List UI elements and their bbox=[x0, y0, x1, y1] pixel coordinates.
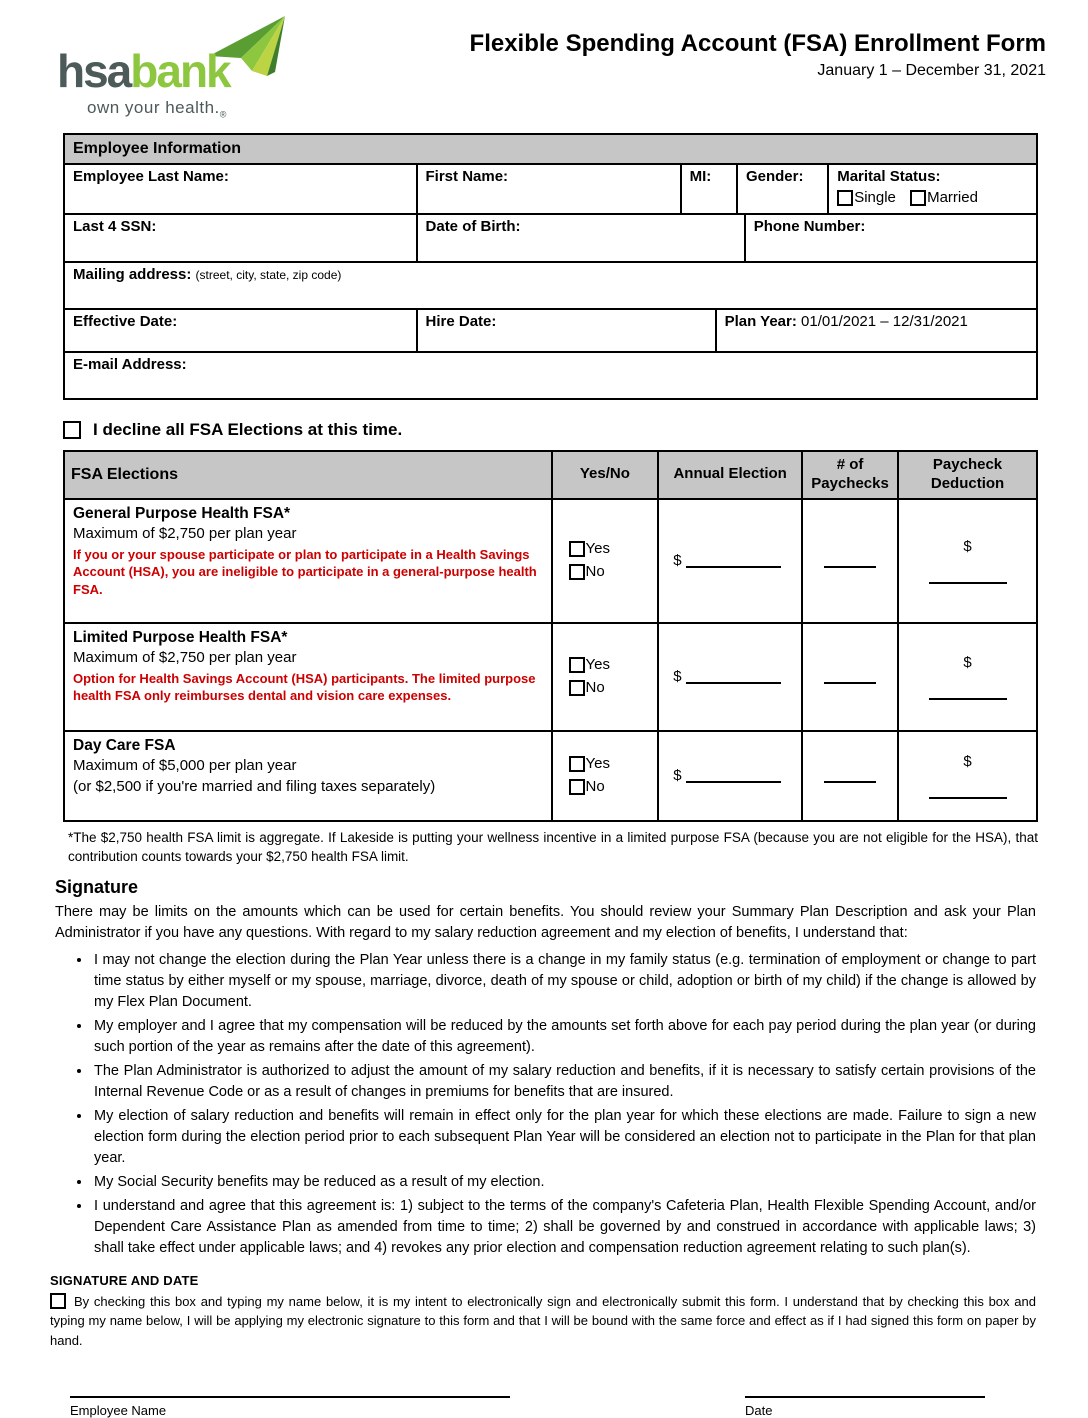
general-fsa-title: General Purpose Health FSA* bbox=[73, 504, 291, 522]
signature-and-date-heading: SIGNATURE AND DATE bbox=[50, 1272, 199, 1288]
limited-fsa-annual-election-cell bbox=[657, 624, 801, 730]
employee-name-slot bbox=[70, 1396, 510, 1418]
phone-label: Phone Number: bbox=[753, 218, 866, 235]
no-label: No bbox=[585, 562, 605, 580]
last-name-label: Employee Last Name: bbox=[73, 168, 229, 185]
married-label: Married bbox=[927, 189, 978, 206]
daycare-fsa-num-paychecks-cell bbox=[801, 732, 897, 820]
ssn-label: Last 4 SSN: bbox=[73, 218, 157, 235]
daycare-fsa-title: Day Care FSA bbox=[73, 736, 176, 754]
limited-fsa-annual-election-blank[interactable] bbox=[686, 669, 781, 684]
general-fsa-yesno-cell bbox=[551, 500, 658, 622]
esign-consent-text: By checking this box and typing my name below, it is my intent to electronically sign and electronically submit this form. I understand that by checking this box and typing my name below, I will be applying my electronic signature to this form and that I will be bound with the same force and effect as if I had signed this form on paper by hand. bbox=[50, 1293, 1036, 1348]
col-header-fsa-elections: FSA Elections bbox=[71, 465, 178, 483]
dollar-sign: $ bbox=[673, 552, 682, 569]
mailing-address-field[interactable] bbox=[65, 263, 1036, 308]
effective-date-field[interactable] bbox=[65, 310, 416, 351]
daycare-fsa-deduction-blank[interactable] bbox=[929, 784, 1007, 799]
mi-label: MI: bbox=[689, 168, 712, 185]
limited-fsa-yes-checkbox[interactable] bbox=[569, 657, 585, 673]
list-item: • The Plan Administrator is authorized to adjust the amount of my salary reduction and benefits, if it is necessary to satisfy certain provisions of the Internal Revenue Code or as a result of changes in premiums for benefits that are insured. bbox=[92, 1061, 1036, 1103]
general-fsa-num-paychecks-blank[interactable] bbox=[824, 553, 876, 568]
page-header bbox=[0, 0, 1088, 120]
list-item: • I understand and agree that this agreement is: 1) subject to the terms of the company's Cafeteria Plan, Health Flexible Spending Account, and/or Dependent Care Assistance Plan as amended from time to time; 2) shall be governed by and construed in accordance with applicable laws; 3) shall take effect under applicable laws; and 4) revokes any prior election and compensation reduction agreement relating to such plan(s). bbox=[92, 1196, 1036, 1259]
dollar-sign: $ bbox=[673, 767, 682, 784]
signature-heading: Signature bbox=[55, 876, 139, 897]
daycare-fsa-num-paychecks-blank[interactable] bbox=[824, 768, 876, 783]
daycare-fsa-annual-election-cell bbox=[657, 732, 801, 820]
dob-label: Date of Birth: bbox=[425, 218, 521, 235]
dollar-sign: $ bbox=[963, 537, 972, 555]
marital-status-label: Marital Status: bbox=[837, 168, 941, 185]
daycare-fsa-maximum: Maximum of $5,000 per plan year bbox=[73, 757, 297, 775]
registered-mark: ® bbox=[219, 109, 227, 120]
limited-fsa-deduction-blank[interactable] bbox=[929, 685, 1007, 700]
logo-hsa-text: hsa bbox=[57, 45, 131, 97]
signature-intro: There may be limits on the amounts which can be used for certain benefits. You should review your Summary Plan Description and ask your Plan Administrator if you have any questions. With regard to my salary reduction agreement and my election of benefits, I understand that: bbox=[55, 903, 1036, 941]
date-signature-line[interactable] bbox=[745, 1396, 985, 1398]
limited-fsa-num-paychecks-cell bbox=[801, 624, 897, 730]
list-item: • My Social Security benefits may be reduced as a result of my election. bbox=[92, 1172, 1036, 1193]
marital-status-field bbox=[827, 165, 1036, 213]
plan-period-subtitle: January 1 – December 31, 2021 bbox=[817, 61, 1046, 79]
first-name-label: First Name: bbox=[425, 168, 509, 185]
limited-fsa-description bbox=[65, 624, 551, 730]
limited-fsa-title: Limited Purpose Health FSA* bbox=[73, 628, 288, 646]
employee-info-row-1 bbox=[65, 163, 1036, 213]
table-row-general-purpose-fsa bbox=[65, 498, 1036, 622]
limited-fsa-deduction-cell bbox=[897, 624, 1036, 730]
general-fsa-warning: If you or your spouse participate or plan to participate in a Health Savings Account (HSA), you are ineligible to participate in a general-purpose health FSA. bbox=[73, 546, 537, 597]
single-checkbox[interactable] bbox=[837, 190, 853, 206]
yes-label: Yes bbox=[585, 540, 610, 557]
date-label: Date bbox=[745, 1403, 773, 1418]
general-fsa-description bbox=[65, 500, 551, 622]
employee-information-header: Employee Information bbox=[65, 135, 1036, 163]
employee-info-row-4 bbox=[65, 308, 1036, 351]
col-header-annual-election: Annual Election bbox=[657, 452, 801, 498]
daycare-fsa-yesno-cell bbox=[551, 732, 658, 820]
aggregate-limit-footnote: *The $2,750 health FSA limit is aggregate. If Lakeside is putting your wellness incentive in a limited purpose FSA (because you are not eligible for the HSA), that contribution counts towards your $2,750 health FSA limit. bbox=[68, 829, 1038, 865]
gender-field[interactable] bbox=[736, 165, 827, 213]
daycare-fsa-no-checkbox[interactable] bbox=[569, 779, 585, 795]
date-slot bbox=[745, 1396, 985, 1418]
col-header-yes-no: Yes/No bbox=[551, 452, 658, 498]
general-fsa-num-paychecks-cell bbox=[801, 500, 897, 622]
dollar-sign: $ bbox=[963, 752, 972, 770]
table-row-limited-purpose-fsa bbox=[65, 622, 1036, 730]
limited-fsa-yesno-cell bbox=[551, 624, 658, 730]
hsabank-logo bbox=[55, 20, 315, 120]
ssn-field[interactable] bbox=[65, 215, 416, 261]
signature-lines bbox=[70, 1396, 985, 1418]
table-row-day-care-fsa bbox=[65, 730, 1036, 820]
hire-date-field[interactable] bbox=[416, 310, 715, 351]
no-label: No bbox=[585, 777, 605, 795]
list-item: • I may not change the election during the Plan Year unless there is a change in my family status (e.g. termination of employment or change to part time status by either myself or my spouse, marriage, divorce, death of my spouse or child, adoption or birth of my child) if the change is allowed by my Flex Plan Document. bbox=[92, 950, 1036, 1013]
limited-fsa-num-paychecks-blank[interactable] bbox=[824, 669, 876, 684]
dollar-sign: $ bbox=[963, 653, 972, 671]
hire-date-label: Hire Date: bbox=[425, 313, 497, 330]
limited-fsa-no-checkbox[interactable] bbox=[569, 680, 585, 696]
general-fsa-yes-checkbox[interactable] bbox=[569, 541, 585, 557]
no-label: No bbox=[585, 678, 605, 696]
general-fsa-maximum: Maximum of $2,750 per plan year bbox=[73, 525, 297, 543]
email-label: E-mail Address: bbox=[73, 356, 187, 373]
logo-tagline: own your $health._®$ bbox=[87, 98, 227, 120]
employee-name-label: Employee Name bbox=[70, 1403, 167, 1418]
mailing-address-label: Mailing address: bbox=[73, 266, 192, 283]
page-title: Flexible Spending Account (FSA) Enrollment Form bbox=[469, 30, 1046, 57]
general-fsa-annual-election-cell bbox=[657, 500, 801, 622]
general-fsa-no-checkbox[interactable] bbox=[569, 564, 585, 580]
employee-information-table bbox=[63, 133, 1038, 400]
dob-field[interactable] bbox=[416, 215, 744, 261]
employee-info-row-3 bbox=[65, 261, 1036, 308]
decline-elections-checkbox[interactable] bbox=[63, 421, 81, 439]
daycare-fsa-deduction-cell bbox=[897, 732, 1036, 820]
plan-year-label: Plan Year: bbox=[724, 313, 797, 330]
daycare-fsa-annual-election-blank[interactable] bbox=[686, 768, 781, 783]
last-name-field[interactable] bbox=[65, 165, 416, 213]
decline-elections-row bbox=[63, 420, 1038, 440]
dollar-sign: $ bbox=[673, 668, 682, 685]
gender-label: Gender: bbox=[745, 168, 804, 185]
list-item: • My employer and I agree that my compensation will be reduced by the amounts set forth above for each pay period during the plan year (or during such portion of the year as remains after the date of this agreement). bbox=[92, 1016, 1036, 1058]
single-label: Single bbox=[854, 189, 896, 206]
general-fsa-deduction-blank[interactable] bbox=[929, 569, 1007, 584]
email-field[interactable] bbox=[65, 353, 1036, 398]
logo-bank-text: bank bbox=[130, 45, 230, 97]
signature-terms-list bbox=[0, 950, 1036, 1259]
yes-label: Yes bbox=[585, 755, 610, 772]
logo-wordmark bbox=[57, 45, 230, 97]
daycare-fsa-note: (or $2,500 if you're married and filing taxes separately) bbox=[73, 777, 436, 795]
col-header-paycheck-deduction: Paycheck Deduction bbox=[897, 452, 1036, 498]
decline-elections-label: I decline all FSA Elections at this time. bbox=[93, 420, 403, 439]
general-fsa-annual-election-blank[interactable] bbox=[686, 553, 781, 568]
phone-field[interactable] bbox=[744, 215, 1036, 261]
effective-date-label: Effective Date: bbox=[73, 313, 178, 330]
first-name-field[interactable] bbox=[416, 165, 680, 213]
mailing-address-hint: (street, city, state, zip code) bbox=[195, 268, 342, 282]
yes-label: Yes bbox=[585, 656, 610, 673]
esign-consent-row bbox=[50, 1292, 1036, 1351]
employee-info-row-5 bbox=[65, 351, 1036, 398]
title-block bbox=[470, 20, 1046, 80]
employee-info-row-2 bbox=[65, 213, 1036, 261]
limited-fsa-note: Option for Health Savings Account (HSA) participants. The limited purpose health FSA only reimburses dental and vision care expenses. bbox=[73, 670, 536, 704]
fsa-table-header-row bbox=[65, 452, 1036, 498]
employee-name-signature-line[interactable] bbox=[70, 1396, 510, 1398]
fsa-elections-table bbox=[63, 450, 1038, 822]
mi-field[interactable] bbox=[680, 165, 736, 213]
marital-status-options bbox=[837, 189, 1028, 206]
general-fsa-deduction-cell bbox=[897, 500, 1036, 622]
esign-consent-checkbox[interactable] bbox=[50, 1293, 66, 1309]
daycare-fsa-description bbox=[65, 732, 551, 820]
list-item: • My election of salary reduction and benefits will remain in effect only for the plan year for which these elections are made. Failure to sign a new election form during the election period prior to each subsequent Plan Year will be considered an election not to participate in the Plan for that plan year. bbox=[92, 1106, 1036, 1169]
daycare-fsa-yes-checkbox[interactable] bbox=[569, 756, 585, 772]
plan-year-field bbox=[715, 310, 1036, 351]
married-checkbox[interactable] bbox=[910, 190, 926, 206]
plan-year-value: 01/01/2021 – 12/31/2021 bbox=[801, 313, 968, 330]
col-header-num-paychecks: # of Paychecks bbox=[801, 452, 897, 498]
limited-fsa-maximum: Maximum of $2,750 per plan year bbox=[73, 649, 297, 667]
